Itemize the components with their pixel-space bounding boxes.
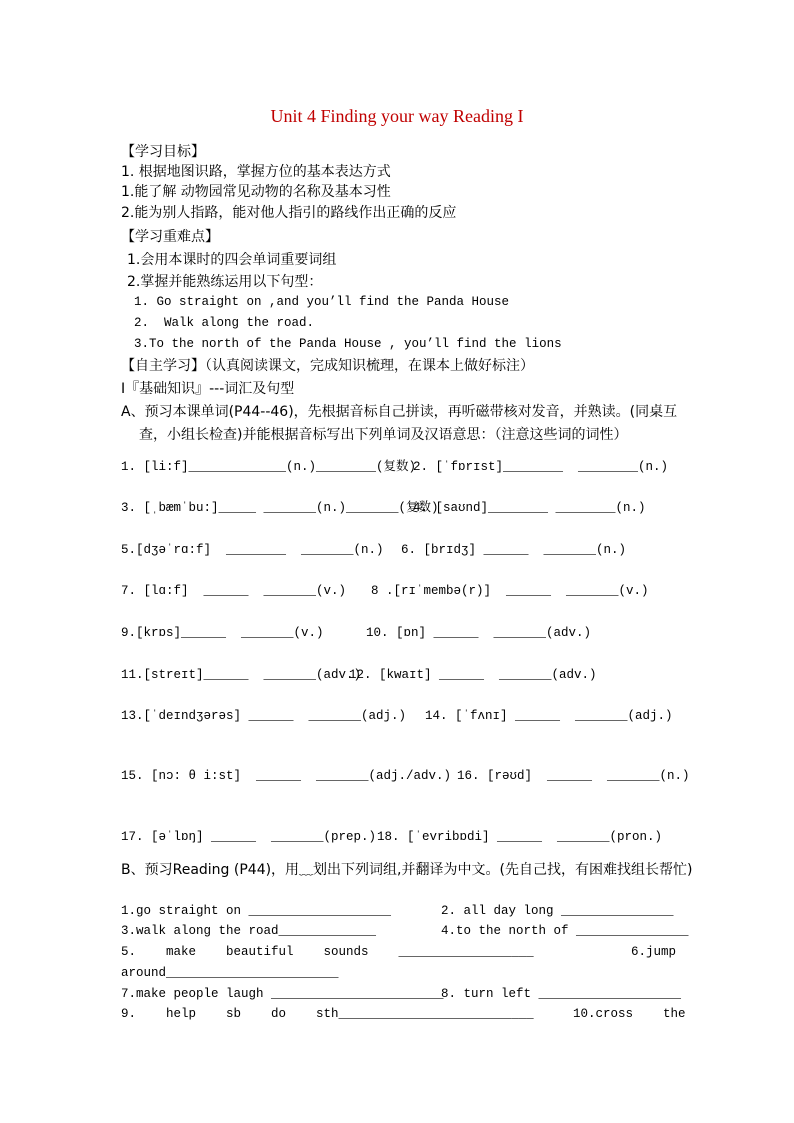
section-heading-key-points: 【学习重难点】 <box>121 229 219 245</box>
phrase-item-cont: around_______________________ <box>121 966 339 980</box>
instruction-b: B、预习Reading (P44)，用﹏划出下列词组,并翻译为中文。(先自己找，有困难找组长帮忙) <box>121 862 693 878</box>
goal-item: 1.能了解 动物园常见动物的名称及基本习性 <box>121 184 391 200</box>
vocab-item: 15. [nɔ: θ i:st] ______ _______(adj./adv.) <box>121 769 452 783</box>
sentence-pattern: 1. Go straight on ,and you’ll find the Panda House <box>134 295 510 309</box>
phrase-item: 5. make beautiful sounds __________________ <box>121 945 534 959</box>
key-point-item: 2.掌握并能熟练运用以下句型： <box>127 274 323 290</box>
vocab-item: 3. [ˌbæmˈbu:]_____ _______(n.)_______(复数) <box>121 501 439 515</box>
phrase-item: 8. turn left ___________________ <box>441 987 682 1001</box>
phrase-item: 3.walk along the road_____________ <box>121 924 377 938</box>
vocab-item: 12. [kwaɪt] ______ _______(adv.) <box>349 668 597 682</box>
sentence-pattern: 3.To the north of the Panda House , you’ll find the lions <box>134 337 562 351</box>
phrase-item: 7.make people laugh _______________________ <box>121 987 444 1001</box>
vocab-item: 2. [ˈfɒrɪst]________ ________(n.) <box>413 460 669 474</box>
vocab-item: 7. [lɑ:f] ______ _______(v.) <box>121 584 347 598</box>
vocab-item: 13.[ˈdeɪndʒərəs] ______ _______(adj.) <box>121 709 407 723</box>
section-heading-basics: Ⅰ『基础知识』---词汇及句型 <box>121 381 295 397</box>
key-point-item: 1.会用本课时的四会单词重要词组 <box>127 252 337 268</box>
instruction-a: A、预习本课单词(P44--46)，先根据音标自己拼读，再听磁带核对发音，并熟读。(同桌互 <box>121 404 678 420</box>
vocab-item: 4. [saʊnd]________ ________(n.) <box>413 501 646 515</box>
phrase-item: 4.to the north of _______________ <box>441 924 689 938</box>
vocab-item: 9.[krɒs]______ _______(v.) <box>121 626 324 640</box>
section-heading-goals: 【学习目标】 <box>121 144 205 160</box>
vocab-item: 18. [ˈevribɒdi] ______ _______(pron.) <box>377 830 663 844</box>
vocab-item: 5.[dʒəˈrɑ:f] ________ _______(n.) <box>121 543 384 557</box>
vocab-item: 14. [ˈfʌnɪ] ______ _______(adj.) <box>425 709 673 723</box>
goal-item: 2.能为别人指路，能对他人指引的路线作出正确的反应 <box>121 205 457 221</box>
phrase-item: 2. all day long _______________ <box>441 904 674 918</box>
vocab-item: 1. [li:f]_____________(n.)________(复数) <box>121 460 417 474</box>
sentence-pattern: 2. Walk along the road. <box>134 316 315 330</box>
page-title: Unit 4 Finding your way Reading I <box>270 106 524 126</box>
vocab-item: 6. [brɪdʒ] ______ _______(n.) <box>401 543 627 557</box>
phrase-item: 1.go straight on ___________________ <box>121 904 392 918</box>
instruction-a-cont: 查，小组长检查)并能根据音标写出下列单词及汉语意思：（注意这些词的词性） <box>139 427 628 443</box>
vocab-item: 11.[streɪt]______ _______(adv.) <box>121 668 362 682</box>
vocab-item: 16. [rəʊd] ______ _______(n.) <box>457 769 690 783</box>
section-heading-self-study: 【自主学习】（认真阅读课文，完成知识梳理，在课本上做好标注） <box>121 358 534 374</box>
phrase-item: 6.jump <box>631 945 677 959</box>
vocab-item: 17. [əˈlɒŋ] ______ _______(prep.) <box>121 830 377 844</box>
phrase-item: 10.cross the <box>573 1007 686 1021</box>
vocab-item: 8 .[rɪˈmembə(r)] ______ _______(v.) <box>371 584 649 598</box>
goal-item: 1. 根据地图识路，掌握方位的基本表达方式 <box>121 164 391 180</box>
vocab-item: 10. [ɒn] ______ _______(adv.) <box>366 626 592 640</box>
phrase-item: 9. help sb do sth__________________________ <box>121 1007 534 1021</box>
